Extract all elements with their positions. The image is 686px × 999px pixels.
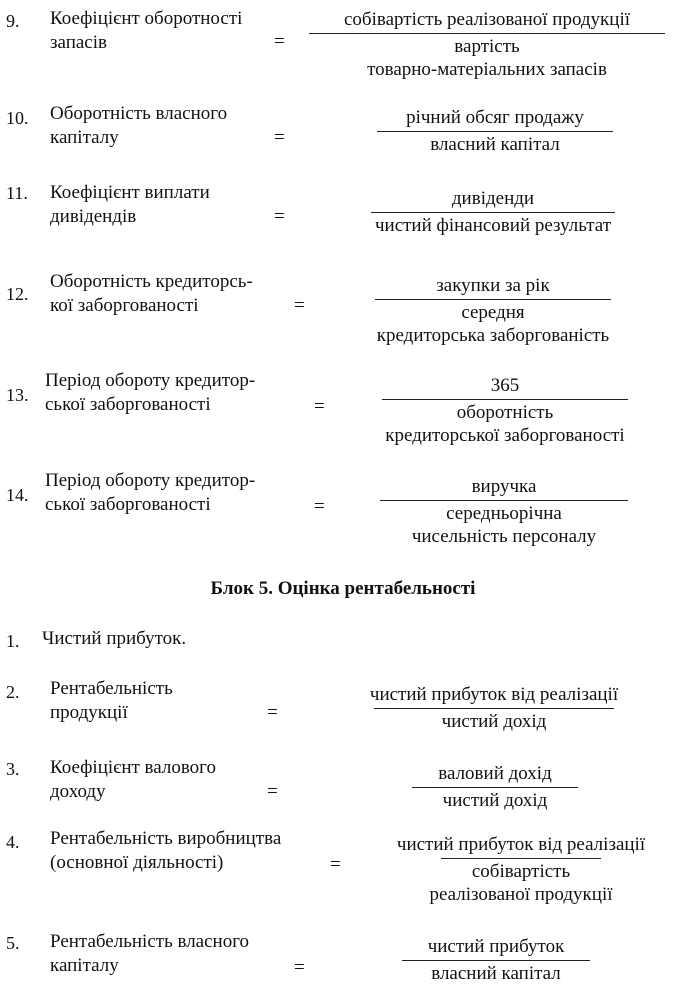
fraction-numerator: річний обсяг продажу <box>406 107 584 128</box>
section-heading: Блок 5. Оцінка рентабельності <box>210 578 476 599</box>
fraction-bar <box>402 960 590 961</box>
fraction-bar <box>382 399 628 400</box>
fraction-denominator-line2: чисельність персоналу <box>411 526 597 547</box>
item-number: 4. <box>6 832 20 852</box>
item-label-line1: Коефіцієнт оборотності <box>50 8 243 29</box>
fraction-numerator: дивіденди <box>451 188 535 209</box>
item-label-line2: (основної діяльності) <box>50 852 224 873</box>
fraction <box>345 274 641 347</box>
fraction-bar <box>380 500 628 501</box>
fraction-bar <box>441 858 601 859</box>
item-number: 12. <box>6 284 29 304</box>
item-number: 3. <box>6 759 20 779</box>
fraction-denominator-line1: оборотність <box>456 402 554 423</box>
item-label-line1: Чистий прибуток. <box>42 628 187 649</box>
equals-sign: = <box>330 854 341 875</box>
item-label-line1: Рентабельність виробництва <box>50 828 282 849</box>
item-label-line1: Рентабельність власного <box>50 931 250 952</box>
fraction <box>412 762 578 812</box>
fraction <box>338 683 650 733</box>
item-label-line2: запасів <box>50 32 107 53</box>
fraction <box>380 475 628 548</box>
fraction-denominator-line1: вартість <box>454 36 520 57</box>
item-number: 14. <box>6 485 29 505</box>
item-number: 5. <box>6 933 20 953</box>
item-label-line2: капіталу <box>50 955 119 976</box>
fraction-numerator: чистий прибуток від реалізації <box>396 834 646 855</box>
item-number: 9. <box>6 11 20 31</box>
item-label-line2: ської заборгованості <box>45 494 211 515</box>
fraction-denominator-line2: реалізованої продукції <box>429 884 613 905</box>
fraction-denominator-line1: собівартість <box>471 861 571 882</box>
item-number: 10. <box>6 108 29 128</box>
item-label-line2: кої заборгованості <box>50 295 199 316</box>
equals-sign: = <box>294 957 305 978</box>
item-label-line2: капіталу <box>50 127 119 148</box>
fraction <box>365 833 677 906</box>
fraction-bar <box>377 131 613 132</box>
item-label-line1: Коефіцієнт виплати <box>50 182 210 203</box>
item-label-line1: Оборотність власного <box>50 103 228 124</box>
item-label-line2: ської заборгованості <box>45 394 211 415</box>
fraction <box>309 8 665 81</box>
item-label-line2: доходу <box>50 781 106 802</box>
fraction-denominator-line1: чистий дохід <box>441 711 547 732</box>
fraction-numerator: собівартість реалізованої продукції <box>343 9 631 30</box>
equals-sign: = <box>274 206 285 227</box>
item-number: 11. <box>6 183 28 203</box>
fraction-denominator-line2: товарно-матеріальних запасів <box>367 59 607 80</box>
item-label-line1: Період обороту кредитор- <box>45 370 256 391</box>
equals-sign: = <box>267 702 278 723</box>
fraction-bar <box>371 212 615 213</box>
item-label-line1: Період обороту кредитор- <box>45 470 256 491</box>
fraction-numerator: виручка <box>471 476 537 497</box>
fraction-denominator-line1: чистий фінансовий результат <box>374 215 612 236</box>
fraction <box>347 187 639 237</box>
fraction-bar <box>309 33 665 34</box>
fraction-numerator: чистий прибуток <box>427 936 565 957</box>
fraction-numerator: чистий прибуток від реалізації <box>369 684 619 705</box>
fraction-denominator-line2: кредиторської заборгованості <box>385 425 625 446</box>
fraction-bar <box>375 299 611 300</box>
fraction <box>354 374 656 447</box>
equals-sign: = <box>294 295 305 316</box>
fraction-denominator-line1: чистий дохід <box>442 790 548 811</box>
fraction-numerator: закупки за рік <box>436 275 550 296</box>
item-label-line2: дивідендів <box>50 206 137 227</box>
equals-sign: = <box>314 496 325 517</box>
fraction <box>377 106 613 156</box>
equals-sign: = <box>274 31 285 52</box>
equals-sign: = <box>314 396 325 417</box>
fraction-denominator-line1: власний капітал <box>430 134 560 155</box>
item-label-line1: Рентабельність <box>50 678 173 699</box>
fraction-bar <box>374 708 614 709</box>
item-number: 13. <box>6 385 29 405</box>
item-number: 2. <box>6 682 20 702</box>
fraction-numerator: валовий дохід <box>438 763 552 784</box>
equals-sign: = <box>274 127 285 148</box>
fraction-denominator-line1: середня <box>461 302 525 323</box>
fraction-denominator-line1: власний капітал <box>431 963 561 984</box>
equals-sign: = <box>267 781 278 802</box>
fraction-bar <box>412 787 578 788</box>
item-label-line1: Оборотність кредиторсь- <box>50 271 253 292</box>
fraction-denominator-line1: середньорічна <box>446 503 562 524</box>
fraction <box>402 935 590 985</box>
fraction-numerator: 365 <box>490 375 520 396</box>
item-label-line2: продукції <box>50 702 128 723</box>
item-number: 1. <box>6 631 20 651</box>
item-label-line1: Коефіцієнт валового <box>50 757 216 778</box>
fraction-denominator-line2: кредиторська заборгованість <box>376 325 610 346</box>
